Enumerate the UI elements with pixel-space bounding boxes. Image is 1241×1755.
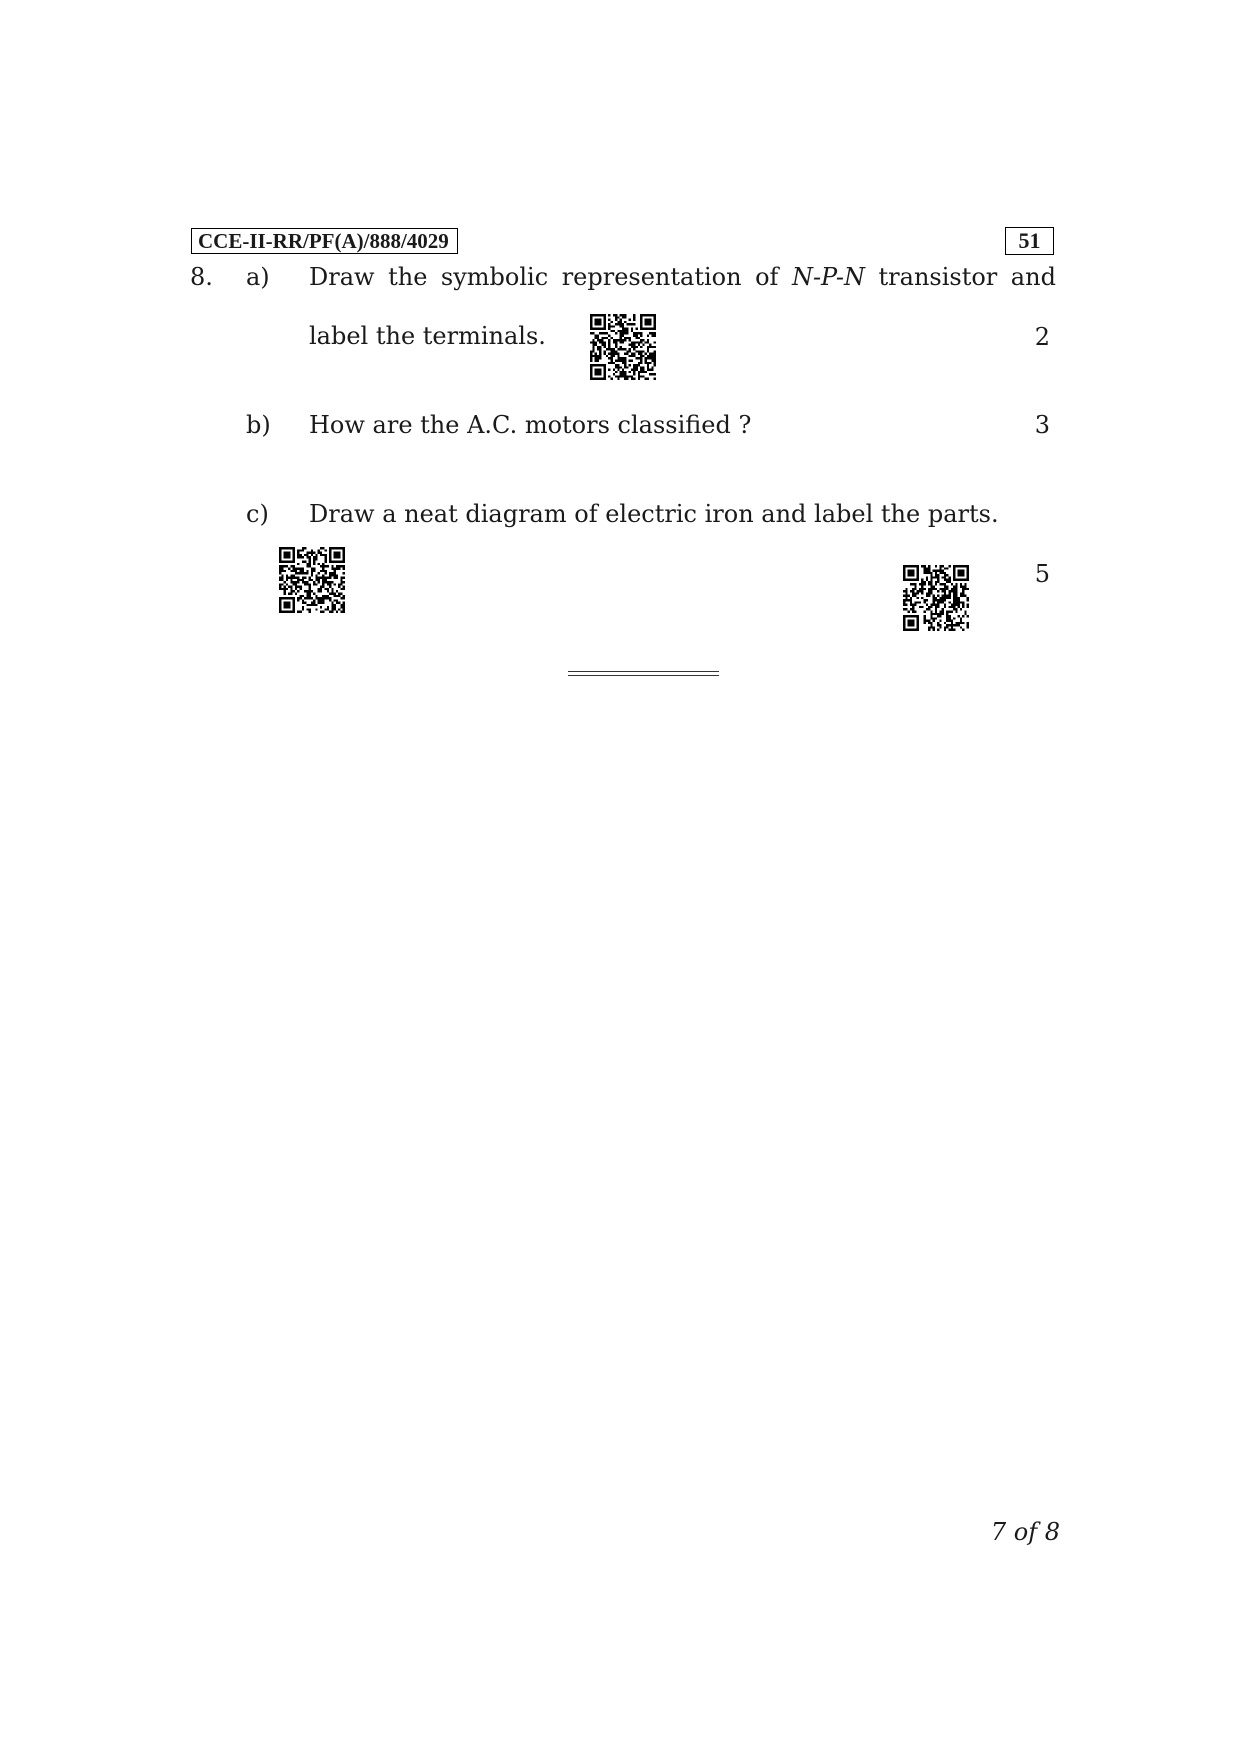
word: symbolic	[440, 263, 549, 291]
end-rule-icon	[568, 671, 719, 676]
qr-code-icon	[903, 565, 969, 631]
word: the	[388, 263, 428, 291]
word: and	[1010, 263, 1056, 291]
part-a-line-2: label the terminals.	[309, 322, 546, 350]
part-b-text: How are the A.C. motors classified ?	[309, 411, 752, 439]
npn-term: N-P-N	[791, 263, 865, 291]
question-number: 8.	[190, 263, 213, 291]
word: representation	[561, 263, 742, 291]
word: transistor	[878, 263, 998, 291]
word: of	[755, 263, 779, 291]
set-number-box	[1005, 227, 1054, 255]
part-a-label: a)	[246, 263, 270, 291]
part-c-text: Draw a neat diagram of electric iron and label the parts.	[309, 500, 999, 528]
word: Draw	[309, 263, 375, 291]
qr-code-icon	[590, 314, 656, 380]
part-a-line-1	[309, 262, 1056, 292]
page-indicator: 7 of 8	[990, 1518, 1060, 1546]
part-c-label: c)	[246, 500, 269, 528]
set-number: 51	[1018, 228, 1041, 253]
part-b-marks: 3	[1034, 411, 1050, 439]
part-b-label: b)	[246, 411, 271, 439]
qr-code-icon	[279, 547, 345, 613]
part-c-marks: 5	[1034, 560, 1050, 588]
paper-code: CCE-II-RR/PF(A)/888/4029	[198, 229, 449, 253]
paper-code-box	[191, 228, 458, 254]
part-a-marks: 2	[1034, 323, 1050, 351]
